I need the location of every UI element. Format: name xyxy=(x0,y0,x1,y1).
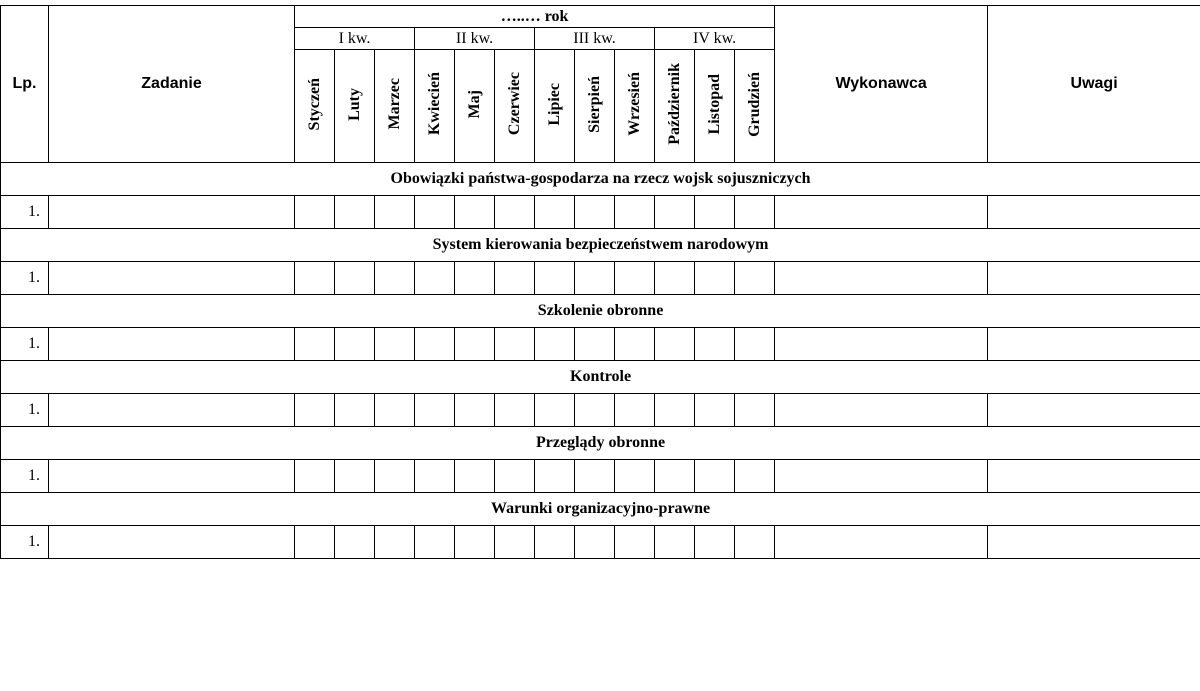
lp-header: Lp. xyxy=(1,6,49,163)
month-cell[interactable] xyxy=(295,328,335,361)
quarter-2-header: II kw. xyxy=(415,28,535,50)
month-label: Grudzień xyxy=(745,71,763,137)
month-cell[interactable] xyxy=(495,460,535,493)
section-title: Warunki organizacyjno-prawne xyxy=(1,493,1200,526)
row-number: 1. xyxy=(1,328,49,361)
month-cell[interactable] xyxy=(455,394,495,427)
section-row xyxy=(1,361,1200,394)
month-cell[interactable] xyxy=(735,460,775,493)
month-cell[interactable] xyxy=(615,262,655,295)
month-cell[interactable] xyxy=(455,328,495,361)
month-cell[interactable] xyxy=(575,394,615,427)
month-cell[interactable] xyxy=(535,196,575,229)
wykonawca-cell[interactable] xyxy=(775,328,988,361)
month-header xyxy=(535,50,575,163)
quarter-4-header: IV kw. xyxy=(655,28,775,50)
wykonawca-cell[interactable] xyxy=(775,262,988,295)
month-cell[interactable] xyxy=(575,460,615,493)
row-number: 1. xyxy=(1,526,49,559)
month-cell[interactable] xyxy=(535,394,575,427)
month-cell[interactable] xyxy=(615,460,655,493)
month-cell[interactable] xyxy=(655,526,695,559)
month-header xyxy=(455,50,495,163)
section-row xyxy=(1,163,1200,196)
month-label: Maj xyxy=(465,89,483,119)
section-row xyxy=(1,229,1200,262)
month-header xyxy=(375,50,415,163)
month-label: Listopad xyxy=(705,73,723,135)
month-cell[interactable] xyxy=(495,262,535,295)
month-cell[interactable] xyxy=(335,262,375,295)
zadanie-cell[interactable] xyxy=(49,394,295,427)
row-number: 1. xyxy=(1,262,49,295)
section-row xyxy=(1,427,1200,460)
uwagi-cell[interactable] xyxy=(988,328,1200,361)
month-cell[interactable] xyxy=(375,460,415,493)
quarter-3-header: III kw. xyxy=(535,28,655,50)
wykonawca-cell[interactable] xyxy=(775,460,988,493)
month-cell[interactable] xyxy=(575,328,615,361)
section-title: Obowiązki państwa-gospodarza na rzecz wojsk sojuszniczych xyxy=(1,163,1200,196)
month-cell[interactable] xyxy=(735,394,775,427)
month-cell[interactable] xyxy=(415,460,455,493)
month-cell[interactable] xyxy=(335,460,375,493)
zadanie-cell[interactable] xyxy=(49,460,295,493)
month-cell[interactable] xyxy=(415,196,455,229)
month-cell[interactable] xyxy=(295,262,335,295)
month-cell[interactable] xyxy=(695,196,735,229)
month-label: Wrzesień xyxy=(625,72,643,136)
wykonawca-cell[interactable] xyxy=(775,526,988,559)
section-title: Przeglądy obronne xyxy=(1,427,1200,460)
month-cell[interactable] xyxy=(295,394,335,427)
month-header xyxy=(495,50,535,163)
table-row xyxy=(1,262,1200,295)
wykonawca-header: Wykonawca xyxy=(775,6,988,163)
month-header xyxy=(615,50,655,163)
month-label: Kwiecień xyxy=(425,72,443,136)
month-cell[interactable] xyxy=(735,196,775,229)
month-cell[interactable] xyxy=(375,262,415,295)
zadanie-header: Zadanie xyxy=(49,6,295,163)
month-cell[interactable] xyxy=(375,394,415,427)
month-cell[interactable] xyxy=(655,328,695,361)
month-cell[interactable] xyxy=(575,196,615,229)
month-label: Październik xyxy=(665,63,683,145)
month-cell[interactable] xyxy=(455,196,495,229)
month-cell[interactable] xyxy=(295,526,335,559)
month-cell[interactable] xyxy=(375,196,415,229)
section-row xyxy=(1,493,1200,526)
month-label: Styczeń xyxy=(305,77,323,131)
month-header xyxy=(695,50,735,163)
quarter-1-header: I kw. xyxy=(295,28,415,50)
month-cell[interactable] xyxy=(415,328,455,361)
month-cell[interactable] xyxy=(735,526,775,559)
month-header xyxy=(655,50,695,163)
month-header xyxy=(575,50,615,163)
month-cell[interactable] xyxy=(495,526,535,559)
month-cell[interactable] xyxy=(495,196,535,229)
table-row xyxy=(1,196,1200,229)
row-number: 1. xyxy=(1,196,49,229)
table-row xyxy=(1,460,1200,493)
table-row xyxy=(1,328,1200,361)
month-cell[interactable] xyxy=(335,526,375,559)
month-cell[interactable] xyxy=(615,394,655,427)
row-number: 1. xyxy=(1,394,49,427)
month-cell[interactable] xyxy=(375,328,415,361)
zadanie-cell[interactable] xyxy=(49,328,295,361)
month-cell[interactable] xyxy=(335,196,375,229)
month-cell[interactable] xyxy=(455,526,495,559)
section-title: Kontrole xyxy=(1,361,1200,394)
month-cell[interactable] xyxy=(695,262,735,295)
wykonawca-cell[interactable] xyxy=(775,196,988,229)
wykonawca-cell[interactable] xyxy=(775,394,988,427)
section-title: Szkolenie obronne xyxy=(1,295,1200,328)
uwagi-header: Uwagi xyxy=(988,6,1200,163)
uwagi-cell[interactable] xyxy=(988,262,1200,295)
month-cell[interactable] xyxy=(295,460,335,493)
month-cell[interactable] xyxy=(735,262,775,295)
month-cell[interactable] xyxy=(695,460,735,493)
zadanie-cell[interactable] xyxy=(49,262,295,295)
month-header xyxy=(735,50,775,163)
uwagi-cell[interactable] xyxy=(988,526,1200,559)
table-row xyxy=(1,526,1200,559)
month-cell[interactable] xyxy=(535,328,575,361)
uwagi-cell[interactable] xyxy=(988,394,1200,427)
month-label: Luty xyxy=(345,87,363,121)
month-header xyxy=(295,50,335,163)
section-title: System kierowania bezpieczeństwem narodowym xyxy=(1,229,1200,262)
month-cell[interactable] xyxy=(575,262,615,295)
month-cell[interactable] xyxy=(695,328,735,361)
month-cell[interactable] xyxy=(575,526,615,559)
month-header xyxy=(415,50,455,163)
month-cell[interactable] xyxy=(495,394,535,427)
month-cell[interactable] xyxy=(415,262,455,295)
month-cell[interactable] xyxy=(415,526,455,559)
month-cell[interactable] xyxy=(695,394,735,427)
row-number: 1. xyxy=(1,460,49,493)
month-label: Marzec xyxy=(385,78,403,130)
month-cell[interactable] xyxy=(335,328,375,361)
table-row xyxy=(1,394,1200,427)
month-cell[interactable] xyxy=(655,394,695,427)
month-cell[interactable] xyxy=(615,196,655,229)
zadanie-cell[interactable] xyxy=(49,526,295,559)
month-cell[interactable] xyxy=(415,394,455,427)
year-header: …..… rok xyxy=(295,6,775,28)
month-cell[interactable] xyxy=(535,262,575,295)
month-cell[interactable] xyxy=(455,262,495,295)
zadanie-cell[interactable] xyxy=(49,196,295,229)
month-cell[interactable] xyxy=(455,460,495,493)
month-label: Lipiec xyxy=(545,82,563,126)
month-cell[interactable] xyxy=(375,526,415,559)
month-cell[interactable] xyxy=(335,394,375,427)
plan-table xyxy=(0,5,1200,559)
month-cell[interactable] xyxy=(655,460,695,493)
month-cell[interactable] xyxy=(735,328,775,361)
month-cell[interactable] xyxy=(295,196,335,229)
section-row xyxy=(1,295,1200,328)
month-label: Sierpień xyxy=(585,75,603,133)
month-cell[interactable] xyxy=(535,460,575,493)
month-cell[interactable] xyxy=(655,262,695,295)
month-cell[interactable] xyxy=(655,196,695,229)
month-label: Czerwiec xyxy=(505,72,523,136)
month-cell[interactable] xyxy=(495,328,535,361)
month-cell[interactable] xyxy=(695,526,735,559)
month-cell[interactable] xyxy=(615,526,655,559)
month-cell[interactable] xyxy=(535,526,575,559)
uwagi-cell[interactable] xyxy=(988,196,1200,229)
month-cell[interactable] xyxy=(615,328,655,361)
uwagi-cell[interactable] xyxy=(988,460,1200,493)
month-header xyxy=(335,50,375,163)
